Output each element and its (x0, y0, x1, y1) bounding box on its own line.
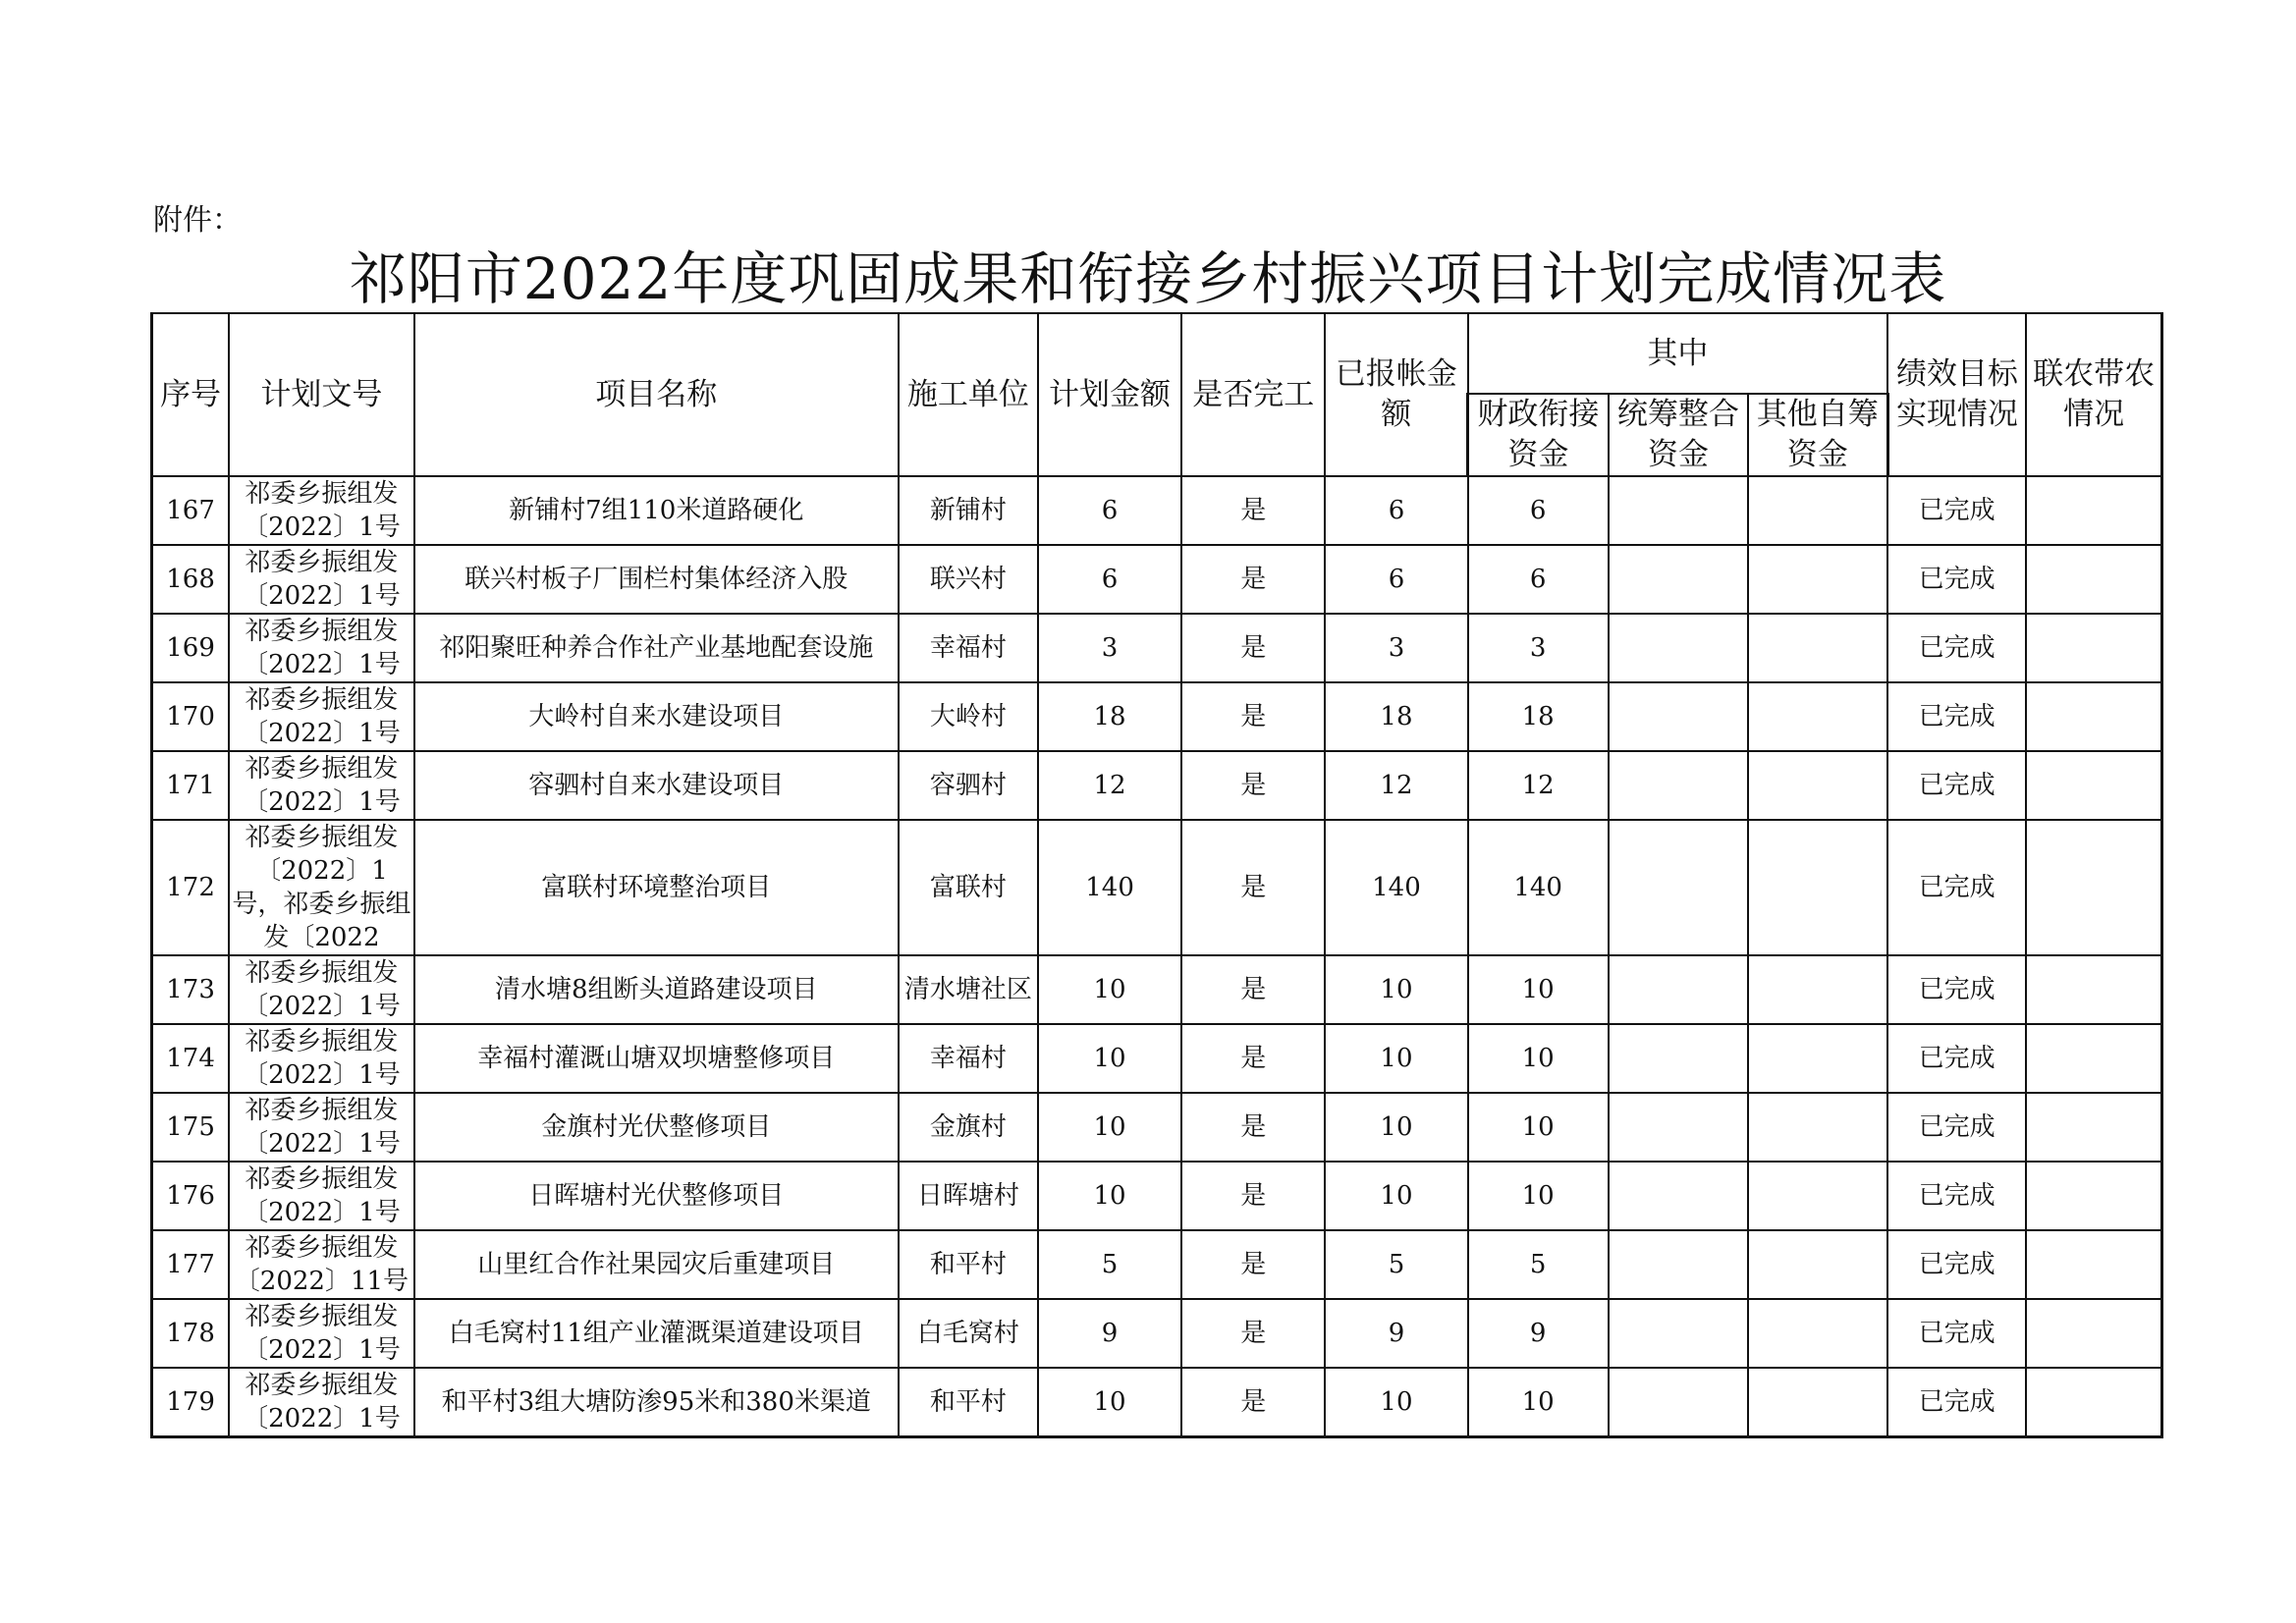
cell-farmer-link (2026, 1368, 2161, 1437)
cell-reported-amount: 5 (1325, 1230, 1467, 1299)
cell-coordinated-fund (1609, 955, 1748, 1024)
cell-seq: 172 (152, 820, 230, 955)
cell-project-name: 幸福村灌溉山塘双坝塘整修项目 (414, 1024, 899, 1093)
cell-completed: 是 (1181, 1368, 1325, 1437)
cell-completed: 是 (1181, 614, 1325, 682)
cell-completed: 是 (1181, 1230, 1325, 1299)
table-row (152, 1299, 2162, 1368)
cell-reported-amount: 6 (1325, 545, 1467, 614)
cell-seq: 176 (152, 1162, 230, 1230)
cell-completed: 是 (1181, 1162, 1325, 1230)
cell-project-name: 大岭村自来水建设项目 (414, 682, 899, 751)
cell-reported-amount: 6 (1325, 476, 1467, 545)
cell-plan-amount: 12 (1038, 751, 1181, 820)
attachment-label: 附件： (153, 203, 242, 238)
table-row (152, 614, 2162, 682)
cell-doc-no: 祁委乡振组发〔2022〕1号 (229, 955, 414, 1024)
cell-fiscal-fund: 10 (1468, 1093, 1609, 1162)
header-completed: 是否完工 (1181, 313, 1325, 476)
cell-unit: 幸福村 (899, 1024, 1038, 1093)
cell-project-name: 日晖塘村光伏整修项目 (414, 1162, 899, 1230)
header-row (152, 313, 2162, 394)
cell-unit: 清水塘社区 (899, 955, 1038, 1024)
cell-reported-amount: 140 (1325, 820, 1467, 955)
cell-coordinated-fund (1609, 614, 1748, 682)
cell-seq: 170 (152, 682, 230, 751)
header-performance: 绩效目标实现情况 (1887, 313, 2026, 476)
cell-doc-no: 祁委乡振组发〔2022〕1号 (229, 476, 414, 545)
cell-fiscal-fund: 6 (1468, 545, 1609, 614)
cell-coordinated-fund (1609, 1299, 1748, 1368)
cell-doc-no: 祁委乡振组发〔2022〕1号，祁委乡振组发〔2022 (229, 820, 414, 955)
table-row (152, 1162, 2162, 1230)
table-row (152, 751, 2162, 820)
cell-seq: 173 (152, 955, 230, 1024)
cell-performance: 已完成 (1887, 614, 2026, 682)
cell-unit: 和平村 (899, 1368, 1038, 1437)
header-unit: 施工单位 (899, 313, 1038, 476)
cell-completed: 是 (1181, 955, 1325, 1024)
cell-completed: 是 (1181, 751, 1325, 820)
cell-performance: 已完成 (1887, 955, 2026, 1024)
cell-self-fund (1748, 955, 1887, 1024)
cell-reported-amount: 10 (1325, 1024, 1467, 1093)
cell-unit: 新铺村 (899, 476, 1038, 545)
cell-coordinated-fund (1609, 751, 1748, 820)
cell-farmer-link (2026, 545, 2161, 614)
cell-coordinated-fund (1609, 820, 1748, 955)
cell-seq: 174 (152, 1024, 230, 1093)
cell-seq: 168 (152, 545, 230, 614)
cell-unit: 大岭村 (899, 682, 1038, 751)
cell-plan-amount: 140 (1038, 820, 1181, 955)
cell-self-fund (1748, 751, 1887, 820)
cell-seq: 178 (152, 1299, 230, 1368)
cell-farmer-link (2026, 955, 2161, 1024)
table-row (152, 1368, 2162, 1437)
cell-project-name: 富联村环境整治项目 (414, 820, 899, 955)
header-reported-amount: 已报帐金额 (1325, 313, 1467, 476)
cell-reported-amount: 12 (1325, 751, 1467, 820)
header-project-name: 项目名称 (414, 313, 899, 476)
cell-doc-no: 祁委乡振组发〔2022〕1号 (229, 1093, 414, 1162)
cell-unit: 金旗村 (899, 1093, 1038, 1162)
cell-performance: 已完成 (1887, 1230, 2026, 1299)
cell-coordinated-fund (1609, 545, 1748, 614)
cell-project-name: 山里红合作社果园灾后重建项目 (414, 1230, 899, 1299)
cell-coordinated-fund (1609, 1162, 1748, 1230)
cell-self-fund (1748, 1299, 1887, 1368)
table-row (152, 1230, 2162, 1299)
cell-plan-amount: 9 (1038, 1299, 1181, 1368)
cell-completed: 是 (1181, 820, 1325, 955)
header-seq: 序号 (152, 313, 230, 476)
header-among: 其中 (1468, 313, 1888, 394)
cell-plan-amount: 6 (1038, 545, 1181, 614)
cell-performance: 已完成 (1887, 545, 2026, 614)
cell-fiscal-fund: 10 (1468, 1162, 1609, 1230)
header-coordinated-fund: 统筹整合资金 (1609, 394, 1748, 476)
cell-project-name: 新铺村7组110米道路硬化 (414, 476, 899, 545)
cell-fiscal-fund: 3 (1468, 614, 1609, 682)
table-body (152, 476, 2162, 1437)
cell-doc-no: 祁委乡振组发〔2022〕1号 (229, 614, 414, 682)
cell-fiscal-fund: 6 (1468, 476, 1609, 545)
cell-coordinated-fund (1609, 1230, 1748, 1299)
cell-seq: 167 (152, 476, 230, 545)
cell-fiscal-fund: 140 (1468, 820, 1609, 955)
cell-completed: 是 (1181, 1024, 1325, 1093)
cell-self-fund (1748, 614, 1887, 682)
cell-unit: 和平村 (899, 1230, 1038, 1299)
cell-plan-amount: 6 (1038, 476, 1181, 545)
cell-doc-no: 祁委乡振组发〔2022〕1号 (229, 1299, 414, 1368)
cell-seq: 179 (152, 1368, 230, 1437)
cell-plan-amount: 18 (1038, 682, 1181, 751)
cell-unit: 容驷村 (899, 751, 1038, 820)
cell-seq: 175 (152, 1093, 230, 1162)
page-title: 祁阳市2022年度巩固成果和衔接乡村振兴项目计划完成情况表 (349, 245, 1947, 312)
cell-unit: 富联村 (899, 820, 1038, 955)
cell-doc-no: 祁委乡振组发〔2022〕11号 (229, 1230, 414, 1299)
cell-plan-amount: 10 (1038, 1024, 1181, 1093)
cell-plan-amount: 3 (1038, 614, 1181, 682)
cell-self-fund (1748, 1368, 1887, 1437)
cell-fiscal-fund: 9 (1468, 1299, 1609, 1368)
table-row (152, 820, 2162, 955)
cell-self-fund (1748, 1230, 1887, 1299)
cell-fiscal-fund: 18 (1468, 682, 1609, 751)
cell-coordinated-fund (1609, 1024, 1748, 1093)
cell-project-name: 清水塘8组断头道路建设项目 (414, 955, 899, 1024)
cell-fiscal-fund: 10 (1468, 955, 1609, 1024)
cell-performance: 已完成 (1887, 1024, 2026, 1093)
cell-performance: 已完成 (1887, 820, 2026, 955)
cell-plan-amount: 10 (1038, 955, 1181, 1024)
header-self-fund: 其他自筹资金 (1748, 394, 1887, 476)
cell-project-name: 金旗村光伏整修项目 (414, 1093, 899, 1162)
cell-unit: 联兴村 (899, 545, 1038, 614)
cell-project-name: 容驷村自来水建设项目 (414, 751, 899, 820)
header-fiscal-fund: 财政衔接资金 (1468, 394, 1609, 476)
cell-completed: 是 (1181, 545, 1325, 614)
cell-coordinated-fund (1609, 476, 1748, 545)
cell-doc-no: 祁委乡振组发〔2022〕1号 (229, 1162, 414, 1230)
cell-self-fund (1748, 1024, 1887, 1093)
table-row (152, 1024, 2162, 1093)
project-completion-table (150, 312, 2163, 1438)
table-row (152, 682, 2162, 751)
cell-farmer-link (2026, 751, 2161, 820)
cell-project-name: 白毛窝村11组产业灌溉渠道建设项目 (414, 1299, 899, 1368)
cell-reported-amount: 10 (1325, 1162, 1467, 1230)
cell-project-name: 联兴村板子厂围栏村集体经济入股 (414, 545, 899, 614)
cell-coordinated-fund (1609, 1093, 1748, 1162)
cell-reported-amount: 9 (1325, 1299, 1467, 1368)
cell-farmer-link (2026, 1299, 2161, 1368)
cell-self-fund (1748, 545, 1887, 614)
header-doc-no: 计划文号 (229, 313, 414, 476)
cell-fiscal-fund: 10 (1468, 1368, 1609, 1437)
cell-unit: 日晖塘村 (899, 1162, 1038, 1230)
cell-self-fund (1748, 476, 1887, 545)
cell-self-fund (1748, 820, 1887, 955)
cell-plan-amount: 10 (1038, 1093, 1181, 1162)
cell-performance: 已完成 (1887, 1093, 2026, 1162)
cell-fiscal-fund: 10 (1468, 1024, 1609, 1093)
cell-doc-no: 祁委乡振组发〔2022〕1号 (229, 1368, 414, 1437)
cell-performance: 已完成 (1887, 682, 2026, 751)
cell-farmer-link (2026, 1230, 2161, 1299)
cell-farmer-link (2026, 476, 2161, 545)
cell-fiscal-fund: 5 (1468, 1230, 1609, 1299)
cell-completed: 是 (1181, 476, 1325, 545)
cell-reported-amount: 3 (1325, 614, 1467, 682)
table-row (152, 955, 2162, 1024)
cell-farmer-link (2026, 682, 2161, 751)
cell-seq: 169 (152, 614, 230, 682)
cell-self-fund (1748, 1162, 1887, 1230)
cell-farmer-link (2026, 1024, 2161, 1093)
cell-performance: 已完成 (1887, 751, 2026, 820)
cell-coordinated-fund (1609, 1368, 1748, 1437)
cell-doc-no: 祁委乡振组发〔2022〕1号 (229, 751, 414, 820)
table-row (152, 476, 2162, 545)
cell-plan-amount: 10 (1038, 1162, 1181, 1230)
cell-reported-amount: 10 (1325, 955, 1467, 1024)
cell-completed: 是 (1181, 1093, 1325, 1162)
cell-fiscal-fund: 12 (1468, 751, 1609, 820)
cell-unit: 白毛窝村 (899, 1299, 1038, 1368)
cell-unit: 幸福村 (899, 614, 1038, 682)
cell-performance: 已完成 (1887, 1162, 2026, 1230)
cell-seq: 171 (152, 751, 230, 820)
cell-doc-no: 祁委乡振组发〔2022〕1号 (229, 682, 414, 751)
cell-self-fund (1748, 682, 1887, 751)
cell-doc-no: 祁委乡振组发〔2022〕1号 (229, 545, 414, 614)
header-farmer-link: 联农带农情况 (2026, 313, 2161, 476)
header-plan-amount: 计划金额 (1038, 313, 1181, 476)
cell-farmer-link (2026, 1093, 2161, 1162)
cell-project-name: 祁阳聚旺种养合作社产业基地配套设施 (414, 614, 899, 682)
cell-project-name: 和平村3组大塘防渗95米和380米渠道 (414, 1368, 899, 1437)
cell-performance: 已完成 (1887, 1368, 2026, 1437)
cell-farmer-link (2026, 614, 2161, 682)
cell-reported-amount: 10 (1325, 1368, 1467, 1437)
cell-completed: 是 (1181, 1299, 1325, 1368)
cell-coordinated-fund (1609, 682, 1748, 751)
cell-farmer-link (2026, 1162, 2161, 1230)
cell-reported-amount: 10 (1325, 1093, 1467, 1162)
cell-plan-amount: 5 (1038, 1230, 1181, 1299)
cell-performance: 已完成 (1887, 1299, 2026, 1368)
cell-reported-amount: 18 (1325, 682, 1467, 751)
cell-farmer-link (2026, 820, 2161, 955)
cell-doc-no: 祁委乡振组发〔2022〕1号 (229, 1024, 414, 1093)
cell-seq: 177 (152, 1230, 230, 1299)
cell-plan-amount: 10 (1038, 1368, 1181, 1437)
table-row (152, 545, 2162, 614)
cell-completed: 是 (1181, 682, 1325, 751)
cell-self-fund (1748, 1093, 1887, 1162)
table-row (152, 1093, 2162, 1162)
cell-performance: 已完成 (1887, 476, 2026, 545)
